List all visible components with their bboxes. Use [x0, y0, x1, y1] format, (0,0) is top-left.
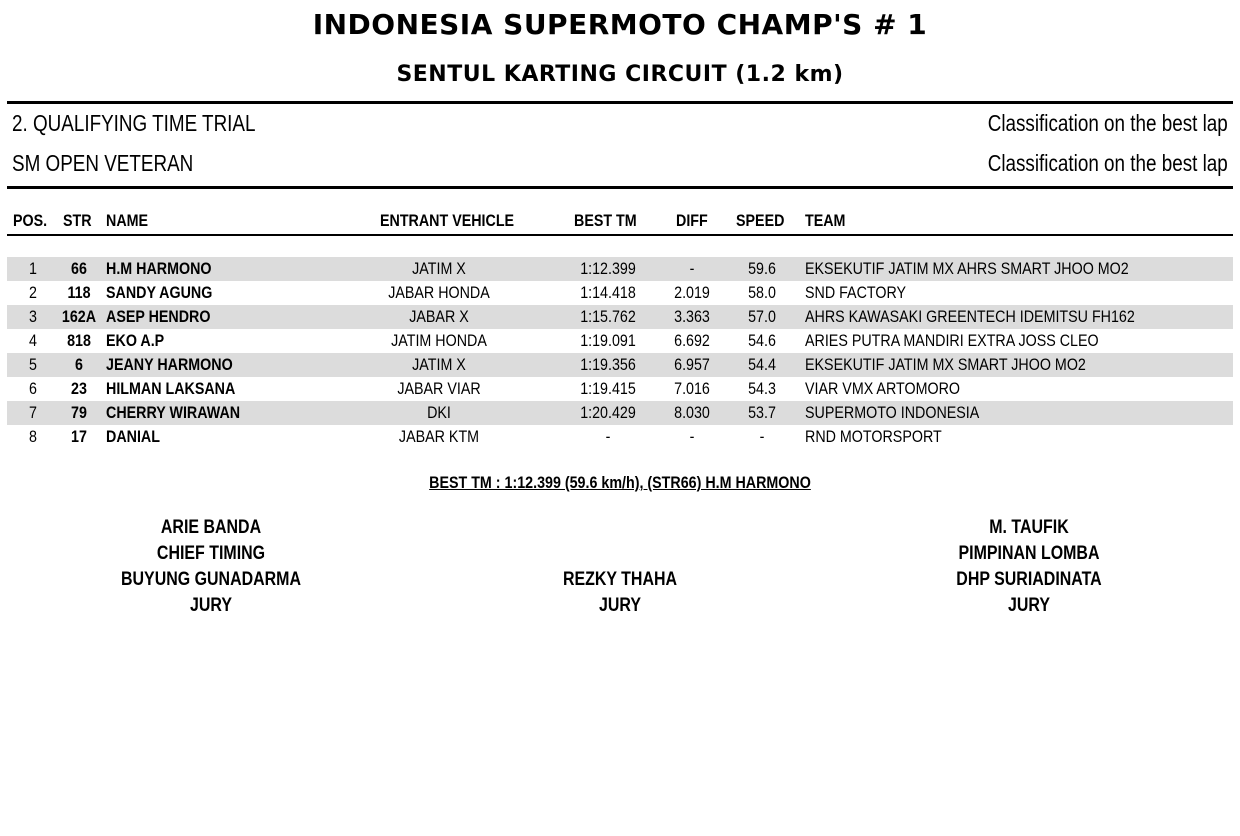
- signature-name-jury-middle: REZKY THAHA: [562, 569, 678, 590]
- circuit-subtitle: SENTUL KARTING CIRCUIT (1.2 km): [396, 62, 844, 87]
- signature-role-race-director: PIMPINAN LOMBA: [958, 543, 1100, 564]
- cell-pos: 5: [29, 355, 37, 374]
- cell-speed: 54.3: [748, 379, 776, 398]
- classification-note: Classification on the best lap: [987, 110, 1228, 136]
- table-row: [7, 257, 1233, 281]
- cell-team: SUPERMOTO INDONESIA: [805, 403, 980, 422]
- cell-name: JEANY HARMONO: [106, 355, 233, 374]
- divider-top: [7, 101, 1233, 104]
- cell-speed: 53.7: [748, 403, 776, 422]
- cell-speed: 54.4: [748, 355, 776, 374]
- cell-pos: 3: [29, 307, 37, 326]
- column-header-team: TEAM: [805, 211, 846, 230]
- cell-best-time: 1:20.429: [580, 403, 636, 422]
- signature-name-race-director: M. TAUFIK: [989, 517, 1069, 538]
- cell-team: EKSEKUTIF JATIM MX AHRS SMART JHOO MO2: [805, 259, 1129, 278]
- cell-pos: 8: [29, 427, 37, 446]
- cell-team: RND MOTORSPORT: [805, 427, 942, 446]
- cell-name: ASEP HENDRO: [106, 307, 211, 326]
- cell-vehicle: JATIM X: [412, 259, 466, 278]
- cell-vehicle: JABAR X: [409, 307, 469, 326]
- cell-team: SND FACTORY: [805, 283, 907, 302]
- cell-pos: 7: [29, 403, 37, 422]
- session-name: 2. QUALIFYING TIME TRIAL: [12, 110, 256, 136]
- page-title: INDONESIA SUPERMOTO CHAMP'S # 1: [312, 8, 928, 41]
- cell-name: DANIAL: [106, 427, 160, 446]
- cell-diff: -: [689, 427, 695, 446]
- signature-role-jury-middle: JURY: [599, 595, 641, 616]
- cell-speed: -: [759, 427, 765, 446]
- cell-team: ARIES PUTRA MANDIRI EXTRA JOSS CLEO: [805, 331, 1099, 350]
- cell-vehicle: JATIM HONDA: [391, 331, 487, 350]
- cell-diff: 6.692: [674, 331, 710, 350]
- cell-str: 118: [67, 283, 91, 302]
- cell-best-time: -: [605, 427, 611, 446]
- cell-diff: 7.016: [674, 379, 710, 398]
- signature-role-chief-timing: CHIEF TIMING: [156, 543, 266, 564]
- cell-vehicle: JABAR HONDA: [388, 283, 490, 302]
- column-header-str: STR: [63, 211, 92, 230]
- cell-pos: 2: [29, 283, 37, 302]
- cell-team: EKSEKUTIF JATIM MX SMART JHOO MO2: [805, 355, 1086, 374]
- cell-vehicle: JABAR VIAR: [397, 379, 481, 398]
- cell-vehicle: JATIM X: [412, 355, 466, 374]
- cell-diff: 3.363: [674, 307, 710, 326]
- signature-name-jury-right: DHP SURIADINATA: [956, 569, 1102, 590]
- cell-diff: 2.019: [674, 283, 710, 302]
- cell-best-time: 1:19.091: [580, 331, 636, 350]
- table-row: [7, 305, 1233, 329]
- table-row: [7, 425, 1233, 449]
- signature-role-jury-right: JURY: [1008, 595, 1050, 616]
- cell-name: CHERRY WIRAWAN: [106, 403, 241, 422]
- classification-note: Classification on the best lap: [987, 150, 1228, 176]
- table-row: [7, 401, 1233, 425]
- cell-str: 818: [67, 331, 91, 350]
- cell-str: 6: [75, 355, 83, 374]
- cell-str: 162A: [61, 307, 97, 326]
- cell-str: 17: [71, 427, 87, 446]
- cell-best-time: 1:19.356: [580, 355, 636, 374]
- cell-diff: 8.030: [674, 403, 710, 422]
- cell-name: HILMAN LAKSANA: [106, 379, 236, 398]
- table-row: [7, 329, 1233, 353]
- cell-best-time: 1:12.399: [580, 259, 636, 278]
- cell-best-time: 1:19.415: [580, 379, 636, 398]
- signature-name-jury-left: BUYUNG GUNADARMA: [121, 569, 301, 590]
- cell-diff: 6.957: [674, 355, 710, 374]
- cell-team: AHRS KAWASAKI GREENTECH IDEMITSU FH162: [805, 307, 1135, 326]
- cell-speed: 57.0: [748, 307, 776, 326]
- cell-vehicle: JABAR KTM: [398, 427, 480, 446]
- best-time-summary: BEST TM : 1:12.399 (59.6 km/h), (STR66) H.M HARMONO: [429, 473, 811, 492]
- column-header-diff: DIFF: [676, 211, 708, 230]
- column-header-name: NAME: [106, 211, 149, 230]
- cell-pos: 6: [29, 379, 37, 398]
- signature-name-chief-timing: ARIE BANDA: [160, 517, 262, 538]
- cell-best-time: 1:14.418: [580, 283, 636, 302]
- cell-str: 79: [71, 403, 87, 422]
- cell-speed: 54.6: [748, 331, 776, 350]
- cell-pos: 1: [29, 259, 37, 278]
- cell-best-time: 1:15.762: [580, 307, 636, 326]
- signature-role-jury-left: JURY: [190, 595, 232, 616]
- table-row: [7, 353, 1233, 377]
- cell-team: VIAR VMX ARTOMORO: [805, 379, 961, 398]
- cell-pos: 4: [29, 331, 37, 350]
- category-name: SM OPEN VETERAN: [12, 150, 194, 176]
- cell-str: 66: [71, 259, 87, 278]
- table-row: [7, 281, 1233, 305]
- cell-vehicle: DKI: [427, 403, 451, 422]
- cell-name: SANDY AGUNG: [106, 283, 213, 302]
- results-table: [7, 257, 1233, 449]
- cell-str: 23: [71, 379, 87, 398]
- cell-name: EKO A.P: [106, 331, 165, 350]
- table-row: [7, 377, 1233, 401]
- column-header-pos: POS.: [13, 211, 48, 230]
- cell-diff: -: [689, 259, 695, 278]
- cell-name: H.M HARMONO: [106, 259, 212, 278]
- column-header-vehicle: ENTRANT VEHICLE: [380, 211, 515, 230]
- column-header-speed: SPEED: [736, 211, 785, 230]
- cell-speed: 59.6: [748, 259, 776, 278]
- cell-speed: 58.0: [748, 283, 776, 302]
- divider-middle: [7, 186, 1233, 189]
- header-underline: [7, 234, 1233, 236]
- column-header-best-time: BEST TM: [574, 211, 637, 230]
